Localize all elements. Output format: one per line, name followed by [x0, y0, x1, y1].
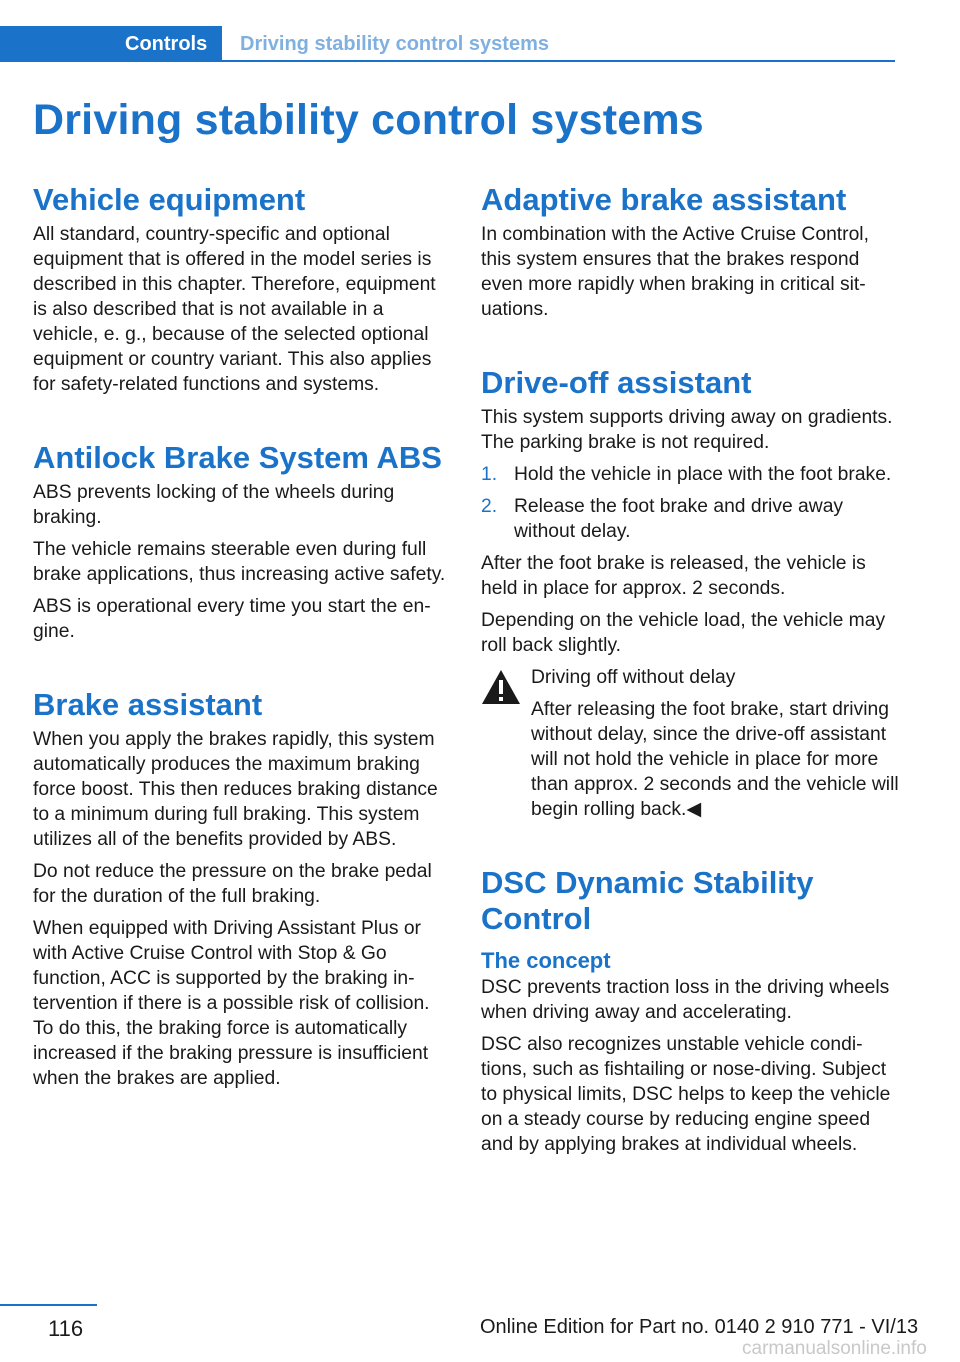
section-brake-assistant	[33, 687, 451, 1091]
heading-vehicle-equipment: Vehicle equipment	[33, 182, 306, 217]
step-text: Hold the vehicle in place with the foot brake.	[514, 464, 892, 485]
heading-dsc: DSC Dynamic Stability Control	[481, 865, 814, 936]
warning-text: After releasing the foot brake, start driving without delay, since the drive-off assistant will not hold the vehicle in place for more than approx. 2 seconds and the vehicle will begin rolling back.◀	[531, 699, 899, 820]
heading-abs: Antilock Brake System ABS	[33, 440, 442, 475]
subheading-concept: The concept	[481, 948, 611, 973]
step-number: 2.	[481, 496, 498, 517]
left-column	[33, 182, 451, 1098]
paragraph: This system supports driving away on gradients. The parking brake is not required.	[481, 407, 893, 453]
right-column	[481, 182, 899, 1164]
heading-drive-off-assistant: Drive-off assistant	[481, 365, 752, 400]
section-abs	[33, 440, 451, 644]
section-adaptive-brake-assistant	[481, 182, 899, 322]
paragraph: All standard, country-specific and optional equipment that is offered in the model series is described in this chapter. Therefore, equipment is also described that is not available in a vehicle, e. g., because of the selected optional equipment or country variant. This also applies for safety-related functions and systems.	[33, 224, 436, 395]
list-item	[481, 462, 899, 487]
header-rule	[0, 60, 895, 62]
footer-rule	[0, 1304, 97, 1306]
warning-title: Driving off without delay	[531, 667, 736, 688]
list-item	[481, 494, 899, 544]
paragraph: When you apply the brakes rapidly, this system automatically produces the maximum braking force boost. This then reduces braking distance to a minimum during full braking. This system utilizes all of the benefits provided by ABS.	[33, 729, 438, 850]
heading-adaptive-brake-assistant: Adaptive brake assistant	[481, 182, 847, 217]
edition-note: Online Edition for Part no. 0140 2 910 771 - VI/13	[480, 1316, 919, 1338]
chapter-tab: Controls	[0, 26, 222, 62]
section-dsc	[481, 865, 899, 1157]
page-number: 116	[48, 1316, 84, 1341]
page-header	[0, 26, 895, 62]
paragraph: DSC prevents traction loss in the driving wheels when driving away and accelerating.	[481, 977, 890, 1023]
paragraph: The vehicle remains steerable even during full brake applications, thus increasing active safety.	[33, 539, 446, 585]
section-vehicle-equipment	[33, 182, 451, 397]
paragraph: ABS prevents locking of the wheels during braking.	[33, 482, 395, 528]
paragraph: DSC also recognizes unstable vehicle conditions, such as fishtailing or nose-diving. Subject to physical limits, DSC helps to keep the vehicle on a steady course by reducing engine speed and by applying brakes at individual wheels.	[481, 1034, 891, 1155]
warning-triangle-icon	[481, 669, 521, 705]
paragraph: Do not reduce the pressure on the brake pedal for the duration of the full braking.	[33, 861, 432, 907]
section-tab: Driving stability control systems	[240, 33, 549, 55]
heading-brake-assistant: Brake assistant	[33, 687, 263, 722]
paragraph: In combination with the Active Cruise Control, this system ensures that the brakes respond even more rapidly when braking in critical situations.	[481, 224, 869, 320]
section-drive-off-assistant	[481, 365, 899, 822]
paragraph: Depending on the vehicle load, the vehicle may roll back slightly.	[481, 610, 886, 656]
watermark: carmanualsonline.info	[742, 1338, 927, 1359]
page-title: Driving stability control systems	[33, 96, 704, 144]
paragraph: After the foot brake is released, the vehicle is held in place for approx. 2 seconds.	[481, 553, 866, 599]
steps-list	[481, 462, 899, 544]
warning-box	[481, 665, 899, 822]
paragraph: ABS is operational every time you start the engine.	[33, 596, 431, 642]
step-number: 1.	[481, 464, 498, 485]
paragraph: When equipped with Driving Assistant Plus or with Active Cruise Control with Stop & Go function, ACC is supported by the braking intervention if there is a possible risk of collision. To do this, the braking force is automatically increased if the braking pressure is insufficient when the brakes are applied.	[33, 918, 430, 1089]
step-text: Release the foot brake and drive away without delay.	[514, 496, 844, 542]
